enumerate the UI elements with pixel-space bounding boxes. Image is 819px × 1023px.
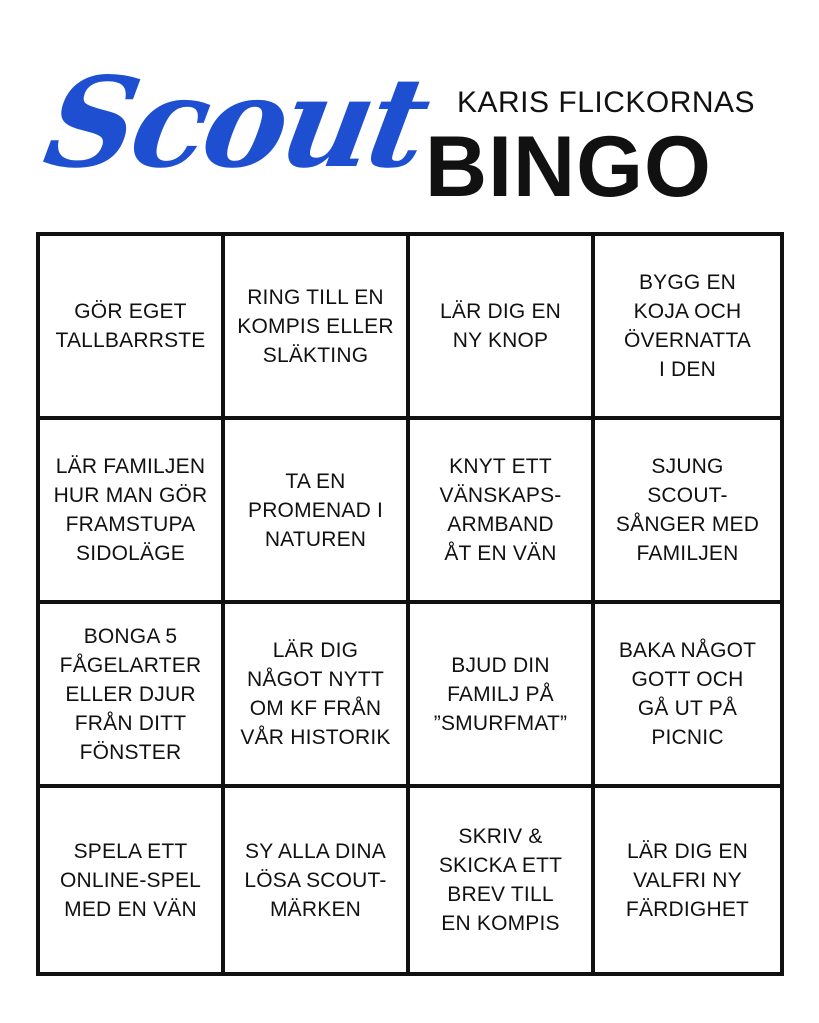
bingo-cell[interactable] bbox=[410, 236, 595, 420]
bingo-cell[interactable] bbox=[225, 788, 410, 972]
bingo-cell-text: RING TILL EN KOMPIS ELLER SLÄKTING bbox=[237, 285, 394, 367]
bingo-cell[interactable] bbox=[410, 604, 595, 788]
bingo-cell-text: BYGG EN KOJA OCH ÖVERNATTA I DEN bbox=[623, 271, 752, 381]
bingo-cell-text: GÖR EGET TALLBARRSTE bbox=[55, 300, 206, 352]
bingo-cell[interactable] bbox=[40, 420, 225, 604]
bingo-cell[interactable] bbox=[40, 788, 225, 972]
bingo-cell-text: BAKA NÅGOT GOTT OCH GÅ UT PÅ PICNIC bbox=[618, 639, 757, 749]
bingo-cell[interactable] bbox=[595, 788, 780, 972]
bingo-cell[interactable] bbox=[225, 236, 410, 420]
bingo-title: BINGO bbox=[425, 119, 712, 215]
scout-script-title: Scout bbox=[35, 51, 437, 196]
bingo-cell-text: SY ALLA DINA LÖSA SCOUT- MÄRKEN bbox=[244, 839, 387, 921]
bingo-cell[interactable] bbox=[595, 420, 780, 604]
bingo-cell[interactable] bbox=[40, 604, 225, 788]
bingo-cell[interactable] bbox=[225, 604, 410, 788]
bingo-cell[interactable] bbox=[595, 604, 780, 788]
bingo-cell[interactable] bbox=[410, 788, 595, 972]
subtitle: KARIS FLICKORNAS bbox=[457, 86, 756, 119]
bingo-header bbox=[0, 0, 819, 230]
bingo-cell-text: LÄR FAMILJEN HUR MAN GÖR FRAMSTUPA SIDOLÄGE bbox=[53, 455, 208, 565]
bingo-grid bbox=[36, 232, 784, 976]
bingo-cell[interactable] bbox=[410, 420, 595, 604]
bingo-cell-text: BONGA 5 FÅGELARTER ELLER DJUR FRÅN DITT FÖNSTER bbox=[59, 624, 202, 764]
bingo-cell-text: SJUNG SCOUT- SÅNGER MED FAMILJEN bbox=[615, 455, 760, 565]
bingo-cell[interactable] bbox=[595, 236, 780, 420]
bingo-cell-text: KNYT ETT VÄNSKAPS- ARMBAND ÅT EN VÄN bbox=[439, 455, 562, 565]
bingo-cell[interactable] bbox=[225, 420, 410, 604]
bingo-cell-text: SPELA ETT ONLINE-SPEL MED EN VÄN bbox=[59, 839, 202, 921]
bingo-cell-text: TA EN PROMENAD I NATUREN bbox=[247, 469, 383, 551]
bingo-cell[interactable] bbox=[40, 236, 225, 420]
bingo-cell-text: BJUD DIN FAMILJ PÅ ”SMURFMAT” bbox=[433, 653, 568, 735]
bingo-cell-text: SKRIV & SKICKA ETT BREV TILL EN KOMPIS bbox=[438, 825, 563, 935]
bingo-cell-text: LÄR DIG EN NY KNOP bbox=[439, 300, 562, 352]
bingo-cell-text: LÄR DIG NÅGOT NYTT OM KF FRÅN VÅR HISTORIK bbox=[240, 639, 391, 749]
bingo-cell-text: LÄR DIG EN VALFRI NY FÄRDIGHET bbox=[625, 839, 750, 921]
